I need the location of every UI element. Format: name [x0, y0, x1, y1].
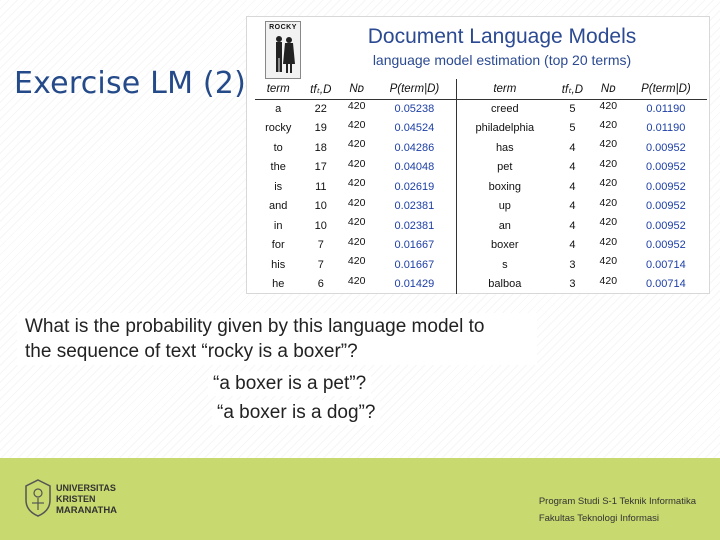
university-logo-icon — [24, 478, 52, 518]
table-cell: rocky — [265, 122, 292, 135]
table-cell: balboa — [456, 275, 553, 295]
question-line-3: “a boxer is a pet”? — [208, 371, 371, 396]
table-cell: 4 — [569, 200, 576, 213]
table-row — [255, 255, 707, 275]
header-prob-left: P(term|D) — [373, 79, 456, 99]
table-header-row — [255, 79, 707, 99]
table-cell: 0.01667 — [394, 258, 435, 271]
table-cell: 19 — [314, 122, 327, 135]
table-cell: 5 — [569, 122, 576, 135]
slide-title: Exercise LM (2) — [14, 66, 246, 101]
header-tf-right: tfₜ,D — [553, 79, 592, 99]
table-cell: 4 — [569, 161, 576, 174]
table-cell: his — [271, 258, 286, 271]
table-cell: he — [272, 278, 285, 291]
table-row — [255, 216, 707, 236]
table-cell: 420 — [347, 177, 366, 189]
table-cell: 17 — [314, 161, 327, 174]
table-cell: in — [273, 219, 283, 232]
table-cell: 0.00952 — [646, 200, 686, 213]
table-cell: pet — [456, 158, 553, 178]
table-row — [255, 275, 707, 295]
poster-figures-icon — [270, 34, 298, 76]
program-line-2: Fakultas Teknologi Informasi — [538, 513, 660, 524]
figure-subheading: language model estimation (top 20 terms) — [372, 52, 632, 68]
table-cell: 420 — [347, 138, 366, 150]
table-cell: 420 — [599, 274, 618, 287]
table-cell: up — [456, 197, 553, 217]
table-cell: 0.01190 — [646, 122, 686, 135]
table-cell: boxing — [456, 177, 553, 197]
table-cell: 0.02619 — [394, 180, 435, 193]
table-cell: a — [275, 103, 282, 115]
table-cell: 0.00952 — [646, 141, 686, 154]
table-cell: 420 — [347, 99, 366, 112]
table-cell: has — [456, 138, 553, 158]
table-cell: 0.00714 — [646, 278, 686, 291]
table-cell: 420 — [347, 235, 366, 248]
table-cell: 420 — [347, 255, 366, 267]
table-cell: 11 — [315, 180, 327, 193]
header-nd-right: Nᴅ — [592, 79, 625, 99]
table-row — [255, 177, 707, 197]
table-cell: 420 — [599, 196, 618, 209]
table-cell: 3 — [569, 278, 576, 291]
table-cell: 420 — [599, 138, 618, 150]
table-cell: 0.02381 — [394, 200, 435, 213]
term-probability-table — [255, 79, 707, 294]
table-cell: 420 — [347, 216, 366, 228]
table-cell: 0.04048 — [394, 161, 435, 174]
question-text — [17, 313, 537, 365]
table-cell: 4 — [569, 219, 576, 232]
table-cell: 0.01429 — [394, 278, 435, 291]
table-cell: to — [273, 141, 283, 154]
table-cell: 420 — [599, 177, 618, 189]
table-cell: 5 — [569, 103, 576, 115]
table-cell: is — [274, 180, 283, 193]
table-cell: 420 — [347, 196, 366, 209]
table-cell: 3 — [569, 258, 576, 271]
table-row — [255, 158, 707, 178]
table-cell: 420 — [599, 118, 618, 131]
header-term-left: term — [255, 79, 301, 99]
university-name — [56, 483, 117, 516]
header-prob-right: P(term|D) — [625, 79, 707, 99]
table-cell: 420 — [599, 255, 618, 267]
question-line-4: “a boxer is a dog”? — [212, 400, 380, 425]
table-cell: 4 — [569, 141, 576, 154]
question-line-1: What is the probability given by this language model to — [25, 316, 485, 337]
language-model-figure — [246, 16, 710, 294]
table-cell: 420 — [599, 157, 618, 170]
header-tf-left: tfₜ,D — [301, 79, 340, 99]
table-cell: 10 — [314, 219, 327, 232]
table-cell: 4 — [569, 239, 576, 252]
table-cell: 0.04524 — [394, 122, 435, 135]
header-term-right: term — [456, 79, 553, 99]
table-cell: 0.02381 — [394, 219, 435, 232]
table-cell: for — [271, 239, 285, 252]
poster-title: ROCKY — [269, 24, 297, 31]
table-row — [255, 119, 707, 139]
table-cell: 0.05238 — [394, 103, 435, 115]
table-cell: an — [456, 216, 553, 236]
table-cell: 0.00952 — [646, 219, 686, 232]
table-cell: 0.00952 — [646, 161, 686, 174]
table-cell: 18 — [314, 141, 327, 154]
rocky-poster-image — [265, 21, 301, 79]
table-cell: 7 — [317, 258, 324, 271]
table-cell: 22 — [314, 103, 327, 115]
university-name-line-1: UNIVERSITAS — [56, 483, 116, 493]
table-cell: creed — [456, 99, 553, 119]
table-cell: 0.00714 — [646, 258, 686, 271]
question-line-2: the sequence of text “rocky is a boxer”? — [25, 341, 358, 362]
table-cell: 0.00952 — [646, 180, 686, 193]
table-cell: 7 — [317, 239, 324, 252]
table-row — [255, 236, 707, 256]
table-cell: 420 — [347, 274, 366, 287]
university-name-line-3: MARANATHA — [56, 505, 118, 516]
table-cell: and — [269, 200, 288, 213]
table-cell: 0.01667 — [394, 239, 435, 252]
table-row — [255, 99, 707, 119]
university-name-line-2: KRISTEN — [56, 494, 96, 504]
table-cell: philadelphia — [456, 119, 553, 139]
program-info — [539, 493, 696, 527]
table-row — [255, 138, 707, 158]
figure-heading: Document Language Models — [367, 25, 637, 48]
footer-band — [0, 458, 720, 540]
table-cell: boxer — [456, 236, 553, 256]
table-cell: 420 — [347, 118, 366, 131]
table-cell: 10 — [314, 200, 327, 213]
table-row — [255, 197, 707, 217]
table-cell: 0.04286 — [394, 141, 435, 154]
header-nd-left: Nᴅ — [340, 79, 373, 99]
table-cell: the — [270, 161, 286, 174]
table-cell: 6 — [317, 278, 324, 291]
table-cell: 420 — [599, 99, 618, 112]
table-cell: 420 — [347, 157, 366, 170]
program-line-1: Program Studi S-1 Teknik Informatika — [538, 496, 696, 507]
table-cell: s — [456, 255, 553, 275]
table-cell: 420 — [599, 235, 618, 248]
table-cell: 0.01190 — [646, 103, 686, 115]
table-cell: 420 — [599, 216, 618, 228]
table-cell: 0.00952 — [646, 239, 686, 252]
table-cell: 4 — [569, 180, 576, 193]
